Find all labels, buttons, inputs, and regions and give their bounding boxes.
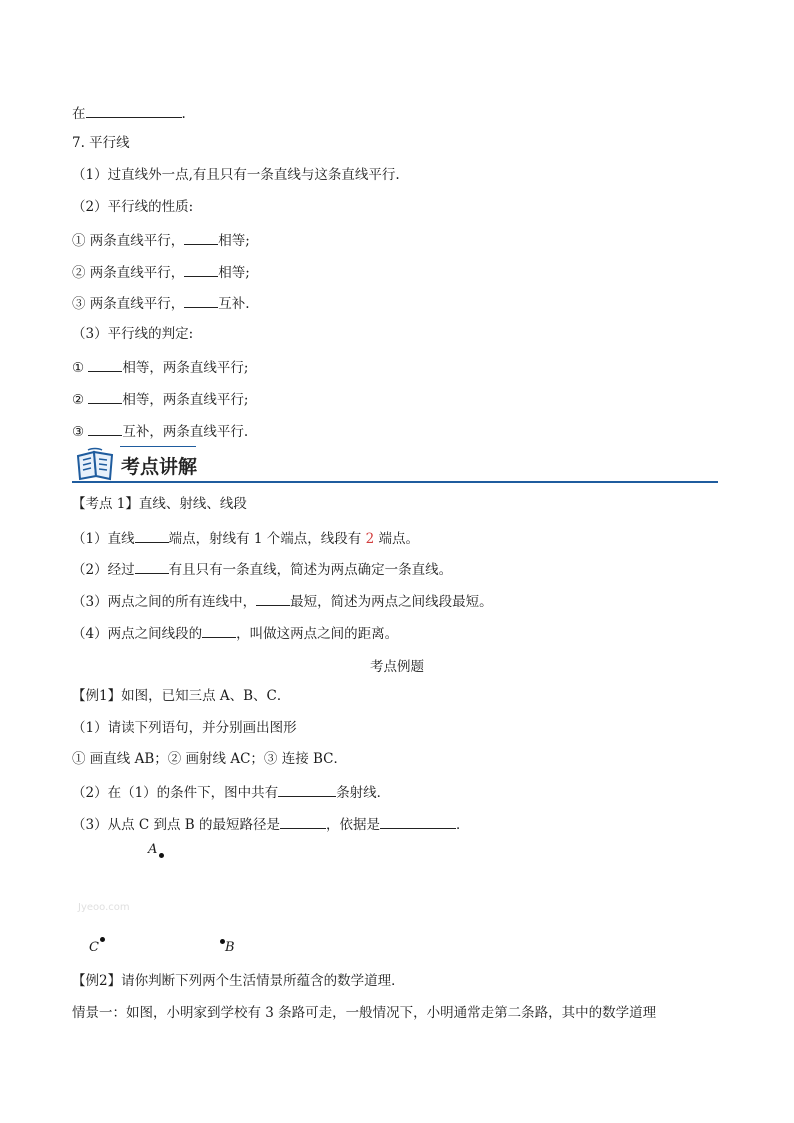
blank[interactable] — [88, 357, 122, 372]
scenario-text: 情景一：如图，小明家到学校有 3 条路可走，一般情况下，小明通常走第二条路，其中的数学道理 — [72, 1005, 657, 1021]
point-label-b: B — [225, 940, 235, 955]
paragraph: （2）平行线的性质: — [72, 199, 194, 215]
watermark: Jyeoo.com — [78, 902, 130, 913]
paragraph: （1）过直线外一点,有且只有一条直线与这条直线平行. — [72, 167, 400, 183]
text-prefix: 在 — [72, 106, 86, 122]
blank[interactable] — [184, 230, 218, 245]
keypoint-item: （4）两点之间线段的 ，叫做这两点之间的距离。 — [72, 623, 398, 643]
question: （1）请读下列语句，并分别画出图形 — [72, 720, 297, 736]
point-a-dot — [159, 853, 164, 858]
blank[interactable] — [256, 591, 290, 606]
paragraph: （3）平行线的判定: — [72, 326, 194, 342]
section-divider — [72, 481, 718, 483]
keypoint-item: （2）经过 有且只有一条直线，简述为两点确定一条直线。 — [72, 559, 452, 579]
point-c-dot — [100, 937, 105, 942]
property-item: ③ 两条直线平行， 互补. — [72, 293, 250, 313]
keypoint-item: （1）直线 端点，射线有 1 个端点，线段有 2 端点。 — [72, 528, 419, 548]
question-items: ① 画直线 AB；② 画射线 AC；③ 连接 BC． — [72, 751, 347, 767]
blank[interactable] — [202, 623, 236, 638]
blank[interactable] — [86, 103, 182, 118]
question: （2）在（1）的条件下，图中共有 条射线． — [72, 782, 390, 802]
blank[interactable] — [88, 421, 122, 436]
keypoint-title: 【考点 1】直线、射线、线段 — [72, 496, 247, 512]
highlight-number: 2 — [365, 531, 375, 547]
example-title: 【例2】请你判断下列两个生活情景所蕴含的数学道理． — [72, 973, 405, 989]
question: （3）从点 C 到点 B 的最短路径是 ，依据是 ． — [72, 814, 470, 834]
blank[interactable] — [184, 293, 218, 308]
blank[interactable] — [135, 528, 169, 543]
line-fill-blank: 在 . — [72, 103, 186, 123]
property-item: ② 两条直线平行， 相等; — [72, 262, 250, 282]
point-label-a: A — [148, 842, 158, 857]
blank[interactable] — [135, 559, 169, 574]
judgement-item: ② 相等，两条直线平行; — [72, 389, 248, 409]
examples-title: 考点例题 — [370, 659, 424, 675]
blank[interactable] — [88, 389, 122, 404]
section-heading: 考点讲解 — [121, 456, 198, 478]
blank[interactable] — [280, 814, 326, 829]
point-label-c: C — [89, 940, 99, 955]
book-icon — [74, 446, 118, 482]
blank[interactable] — [380, 814, 456, 829]
property-item: ① 两条直线平行， 相等; — [72, 230, 250, 250]
blank[interactable] — [278, 782, 336, 797]
judgement-item: ① 相等，两条直线平行; — [72, 357, 248, 377]
judgement-item: ③ 互补，两条直线平行. — [72, 421, 248, 441]
keypoint-item: （3）两点之间的所有连线中， 最短，简述为两点之间线段最短。 — [72, 591, 493, 611]
blank[interactable] — [184, 262, 218, 277]
section-title: 7. 平行线 — [72, 135, 130, 151]
example-title: 【例1】如图，已知三点 A、B、C． — [72, 688, 291, 704]
